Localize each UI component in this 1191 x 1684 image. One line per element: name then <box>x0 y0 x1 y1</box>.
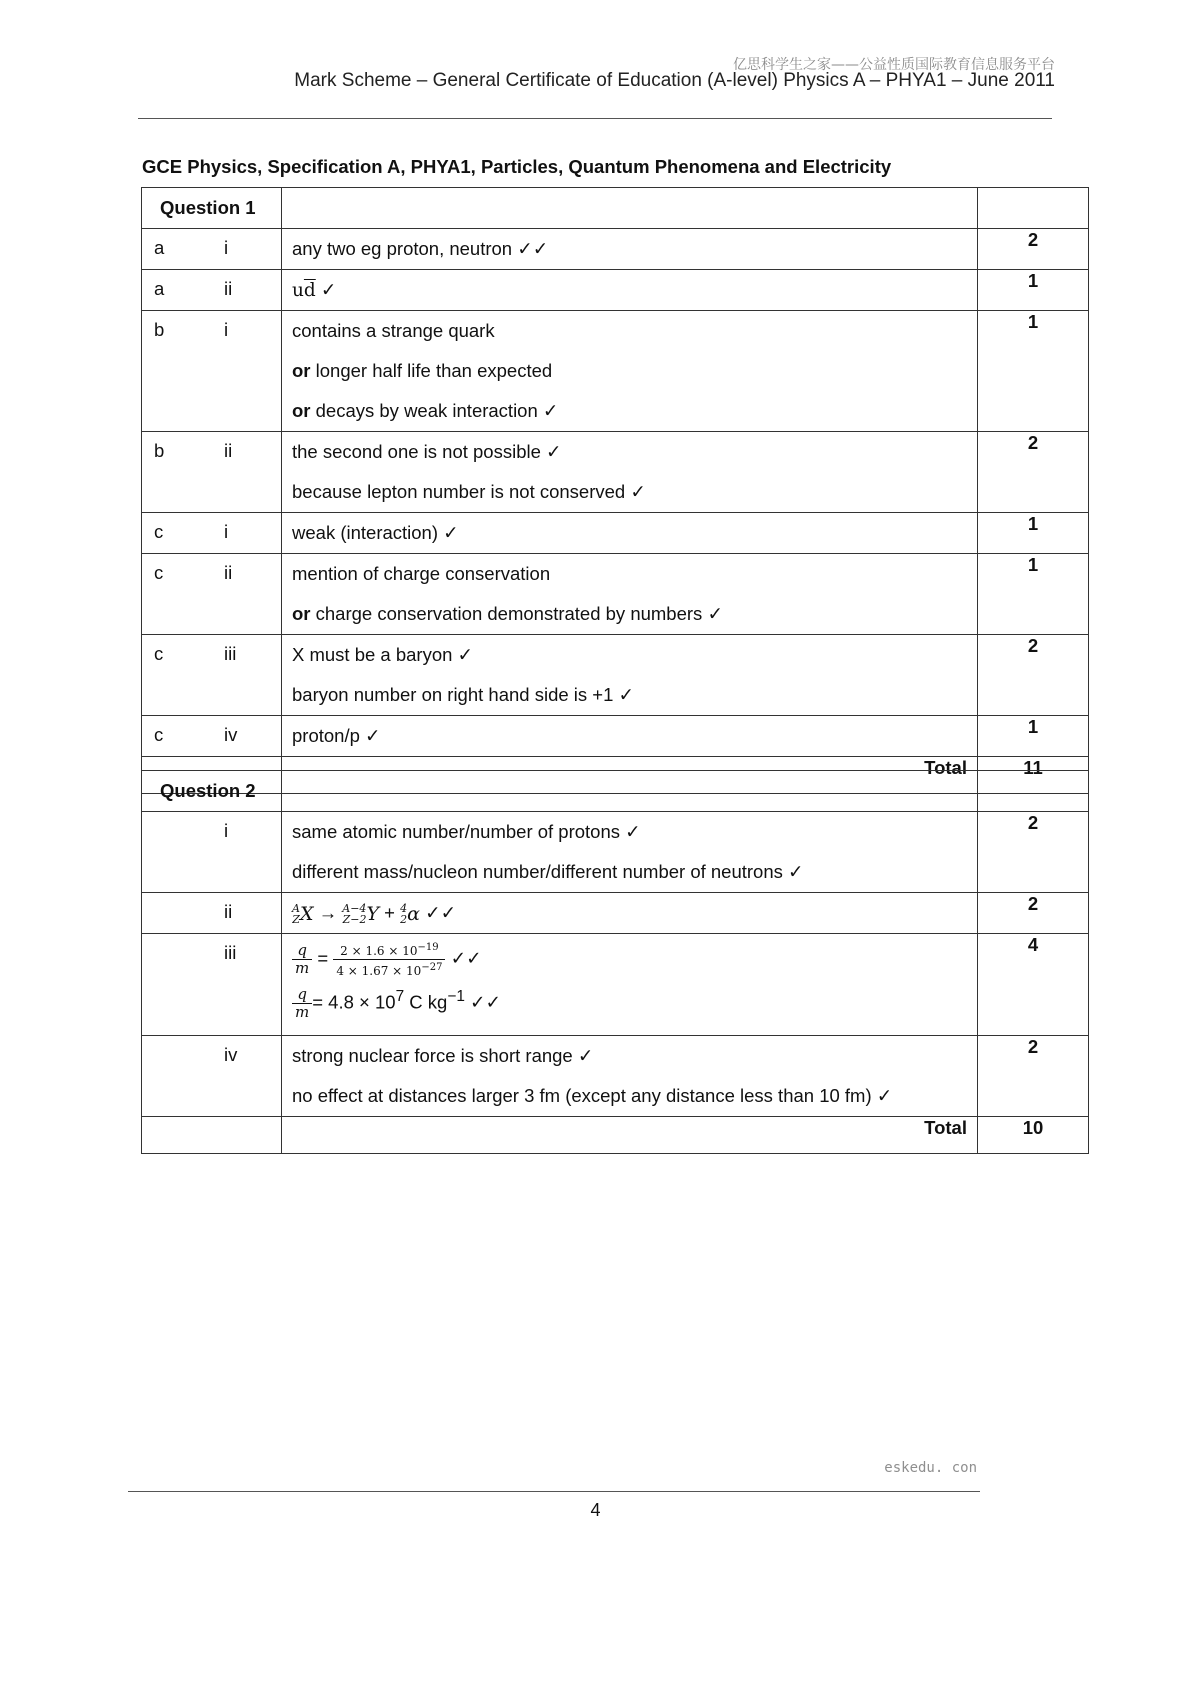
mark-cell: 1 <box>978 311 1089 432</box>
sub-label: ii <box>224 440 233 461</box>
mark-cell: 2 <box>978 635 1089 716</box>
answer-line: mention of charge conservation <box>292 563 551 584</box>
answer-line: X must be a baryon ✓ <box>292 644 474 665</box>
answer-line: strong nuclear force is short range ✓ <box>292 1045 594 1066</box>
sub-label: ii <box>224 562 233 583</box>
page-number: 4 <box>590 1500 601 1520</box>
answer-line: same atomic number/number of protons ✓ <box>292 821 641 842</box>
mark-cell: 2 <box>978 812 1089 893</box>
footer-rule <box>128 1491 980 1492</box>
mark-cell: 2 <box>978 1036 1089 1117</box>
sub-label: iv <box>224 1044 238 1065</box>
answer-line: no effect at distances larger 3 fm (except any distance less than 10 fm) ✓ <box>292 1085 893 1106</box>
mark-cell: 1 <box>978 716 1089 757</box>
answer-line: baryon number on right hand side is +1 ✓ <box>292 684 635 705</box>
total-mark: 10 <box>978 1117 1089 1154</box>
table-row <box>142 1036 1089 1117</box>
answer-line: the second one is not possible ✓ <box>292 441 562 462</box>
part-label: c <box>154 724 164 745</box>
charge-mass-result: $\frac{q}{m}$ = $4.8 \times 10^7$ C $kg^{-1}$ ✓✓ <box>292 986 977 1026</box>
sub-label: i <box>224 521 229 542</box>
sub-label: i <box>224 319 229 340</box>
mark-cell: 1 <box>978 513 1089 554</box>
mark-cell: 2 <box>978 229 1089 270</box>
mark-cell: 1 <box>978 554 1089 635</box>
sub-label: ii <box>224 278 233 299</box>
answer-text: any two eg proton, neutron ✓✓ <box>292 238 549 259</box>
sub-label: iii <box>224 942 237 963</box>
table-header-row <box>142 771 1089 812</box>
answer-line: different mass/nucleon number/different number of neutrons ✓ <box>292 861 804 882</box>
answer-line: contains a strange quark <box>292 320 495 341</box>
answer-line: or longer half life than expected <box>292 360 553 381</box>
part-label: c <box>154 521 164 542</box>
answer-line: because lepton number is not conserved ✓ <box>292 481 646 502</box>
table-row <box>142 432 1089 513</box>
quark-formula: $u\overline{d}$ <box>292 280 316 301</box>
sub-label: i <box>224 820 229 841</box>
part-label: a <box>154 278 165 299</box>
part-label: b <box>154 440 165 461</box>
part-label: b <box>154 319 165 340</box>
table-row <box>142 513 1089 554</box>
answer-text: $u\overline{d}$ ✓ <box>292 279 337 301</box>
answer-line: or charge conservation demonstrated by numbers ✓ <box>292 603 723 624</box>
header-rule <box>138 118 1052 119</box>
table-row <box>142 635 1089 716</box>
part-label: c <box>154 562 164 583</box>
total-label: Total <box>282 1117 978 1154</box>
table-row <box>142 554 1089 635</box>
decay-equation: A Z X → A−4 Z−2 Y + 4 2 α ✓✓ <box>292 902 457 927</box>
answer-text: proton/p ✓ <box>292 725 381 746</box>
header-title: Mark Scheme – General Certificate of Education (A-level) Physics A – PHYA1 – June 2011 <box>294 70 1055 91</box>
charge-mass-calculation: $\frac{q}{m}$ = $\frac{2 \times 1.6 \times 10^{-19}}{4 \times 1.67 \times 10^{-27}}$ ✓✓ <box>292 940 977 986</box>
answer-text: weak (interaction) ✓ <box>292 522 459 543</box>
table-row <box>142 893 1089 934</box>
header-cn-line: 亿思科学生之家——公益性质国际教育信息服务平台 <box>733 57 1055 73</box>
watermark: eskedu. con <box>884 1460 977 1476</box>
part-label: c <box>154 643 164 664</box>
table-row <box>142 812 1089 893</box>
mark-cell: 1 <box>978 270 1089 311</box>
table-row <box>142 270 1089 311</box>
total-label: Total <box>282 757 978 794</box>
question-1-label: Question 1 <box>142 188 282 229</box>
table-row <box>142 311 1089 432</box>
sub-label: iv <box>224 724 238 745</box>
sub-label: ii <box>224 901 233 922</box>
mark-cell: 2 <box>978 432 1089 513</box>
table-row <box>142 716 1089 757</box>
total-row <box>142 1117 1089 1154</box>
mark-cell: 2 <box>978 893 1089 934</box>
sub-label: iii <box>224 643 237 664</box>
question-2-table <box>141 770 1089 1154</box>
part-label: a <box>154 237 165 258</box>
table-header-row <box>142 188 1089 229</box>
total-mark: 11 <box>978 757 1089 794</box>
document-title: GCE Physics, Specification A, PHYA1, Particles, Quantum Phenomena and Electricity <box>142 156 892 177</box>
table-row <box>142 934 1089 1036</box>
answer-line: or decays by weak interaction ✓ <box>292 400 559 421</box>
question-2-label: Question 2 <box>142 771 282 812</box>
mark-cell: 4 <box>978 934 1089 1036</box>
table-row <box>142 229 1089 270</box>
question-1-table <box>141 187 1089 794</box>
sub-label: i <box>224 237 229 258</box>
